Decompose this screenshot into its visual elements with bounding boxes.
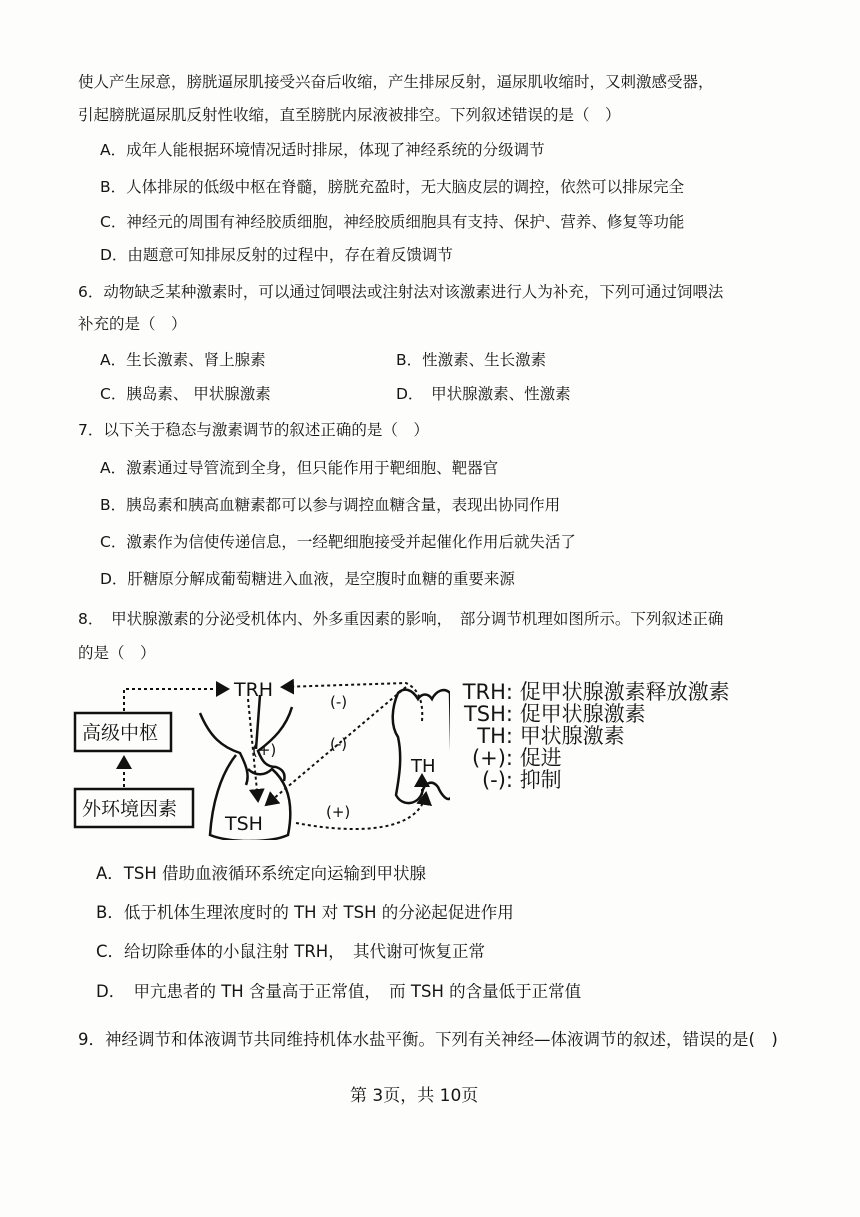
higher-center-label: 高级中枢 [82, 722, 159, 744]
q8-option-a: A．TSH 借助血液循环系统定向运输到甲状腺 [96, 864, 426, 883]
q8-option-d: D． 甲亢患者的 TH 含量高于正常值， 而 TSH 的含量低于正常值 [96, 982, 582, 1001]
legend-item-inhibit: (-): 抑制 [481, 768, 562, 792]
q5-stem-line2: 引起膀胱逼尿肌反射性收缩，直至膀胱内尿液被排空。下列叙述错误的是（ ） [78, 106, 621, 124]
legend-item-promote: (+): 促进 [471, 746, 562, 770]
q8-stem-line1: 8． 甲状腺激素的分泌受机体内、外多重因素的影响， 部分调节机理如图所示。下列叙述正确 [78, 610, 724, 628]
q6-stem-line2: 补充的是（ ） [78, 315, 187, 333]
legend-item-th: TH: 甲状腺激素 [477, 724, 625, 748]
arrow-th-inhibits-trh [282, 683, 422, 721]
q5-option-b: B．人体排尿的低级中枢在脊髓，膀胱充盈时，无大脑皮层的调控，依然可以排尿完全 [100, 178, 685, 196]
q6-option-c: C．胰岛素、 甲状腺激素 [100, 385, 271, 403]
promote-sign-trh: (+) [252, 741, 277, 759]
q7-option-c: C．激素作为信使传递信息，一经靶细胞接受并起催化作用后就失活了 [100, 533, 576, 551]
arrow-higher-to-trh [124, 689, 228, 711]
th-label: TH [411, 756, 436, 777]
q7-option-b: B．胰岛素和胰高血糖素都可以参与调控血糖含量，表现出协同作用 [100, 496, 561, 514]
hormone-regulation-diagram [60, 665, 450, 840]
q7-option-d: D．肝糖原分解成葡萄糖进入血液，是空腹时血糖的重要来源 [100, 570, 515, 588]
q7-option-a: A．激素通过导管流到全身，但只能作用于靶细胞、靶器官 [100, 459, 499, 477]
promote-sign-th: (+) [326, 803, 351, 821]
q5-option-a: A．成年人能根据环境情况适时排尿，体现了神经系统的分级调节 [100, 141, 545, 159]
inhibit-sign-tsh: (-) [330, 735, 348, 753]
inhibit-sign-trh: (-) [330, 693, 348, 711]
q8-stem-line2: 的是（ ） [78, 644, 156, 662]
arrow-tsh-promotes-th [296, 793, 426, 829]
legend-item-trh: TRH: 促甲状腺激素释放激素 [462, 680, 730, 704]
q7-stem: 7．以下关于稳态与激素调节的叙述正确的是（ ） [78, 421, 429, 439]
trh-label: TRH [234, 679, 274, 701]
q5-option-c: C．神经元的周围有神经胶质细胞，神经胶质细胞具有支持、保护、营养、修复等功能 [100, 213, 685, 231]
q8-option-b: B．低于机体生理浓度时的 TH 对 TSH 的分泌起促进作用 [96, 903, 514, 922]
tsh-label: TSH [225, 813, 263, 835]
q6-option-d: D． 甲状腺激素、性激素 [396, 385, 571, 403]
q8-option-c: C．给切除垂体的小鼠注射 TRH， 其代谢可恢复正常 [96, 942, 485, 961]
page-number: 第 3页，共 10页 [350, 1086, 479, 1106]
q5-stem-line1: 使人产生尿意，膀胱逼尿肌接受兴奋后收缩，产生排尿反射，逼尿肌收缩时，又刺激感受器， [78, 73, 714, 91]
q6-option-a: A．生长激素、肾上腺素 [100, 351, 266, 369]
q9-stem: 9．神经调节和体液调节共同维持机体水盐平衡。下列有关神经—体液调节的叙述，错误的是( ) [78, 1030, 778, 1049]
external-factor-label: 外环境因素 [82, 798, 178, 820]
q6-stem-line1: 6．动物缺乏某种激素时，可以通过饲喂法或注射法对该激素进行人为补充，下列可通过饲喂法 [78, 283, 724, 301]
q5-option-d: D．由题意可知排尿反射的过程中，存在着反馈调节 [100, 246, 453, 264]
q6-option-b: B．性激素、生长激素 [396, 351, 547, 369]
legend-item-tsh: TSH: 促甲状腺激素 [463, 702, 646, 726]
